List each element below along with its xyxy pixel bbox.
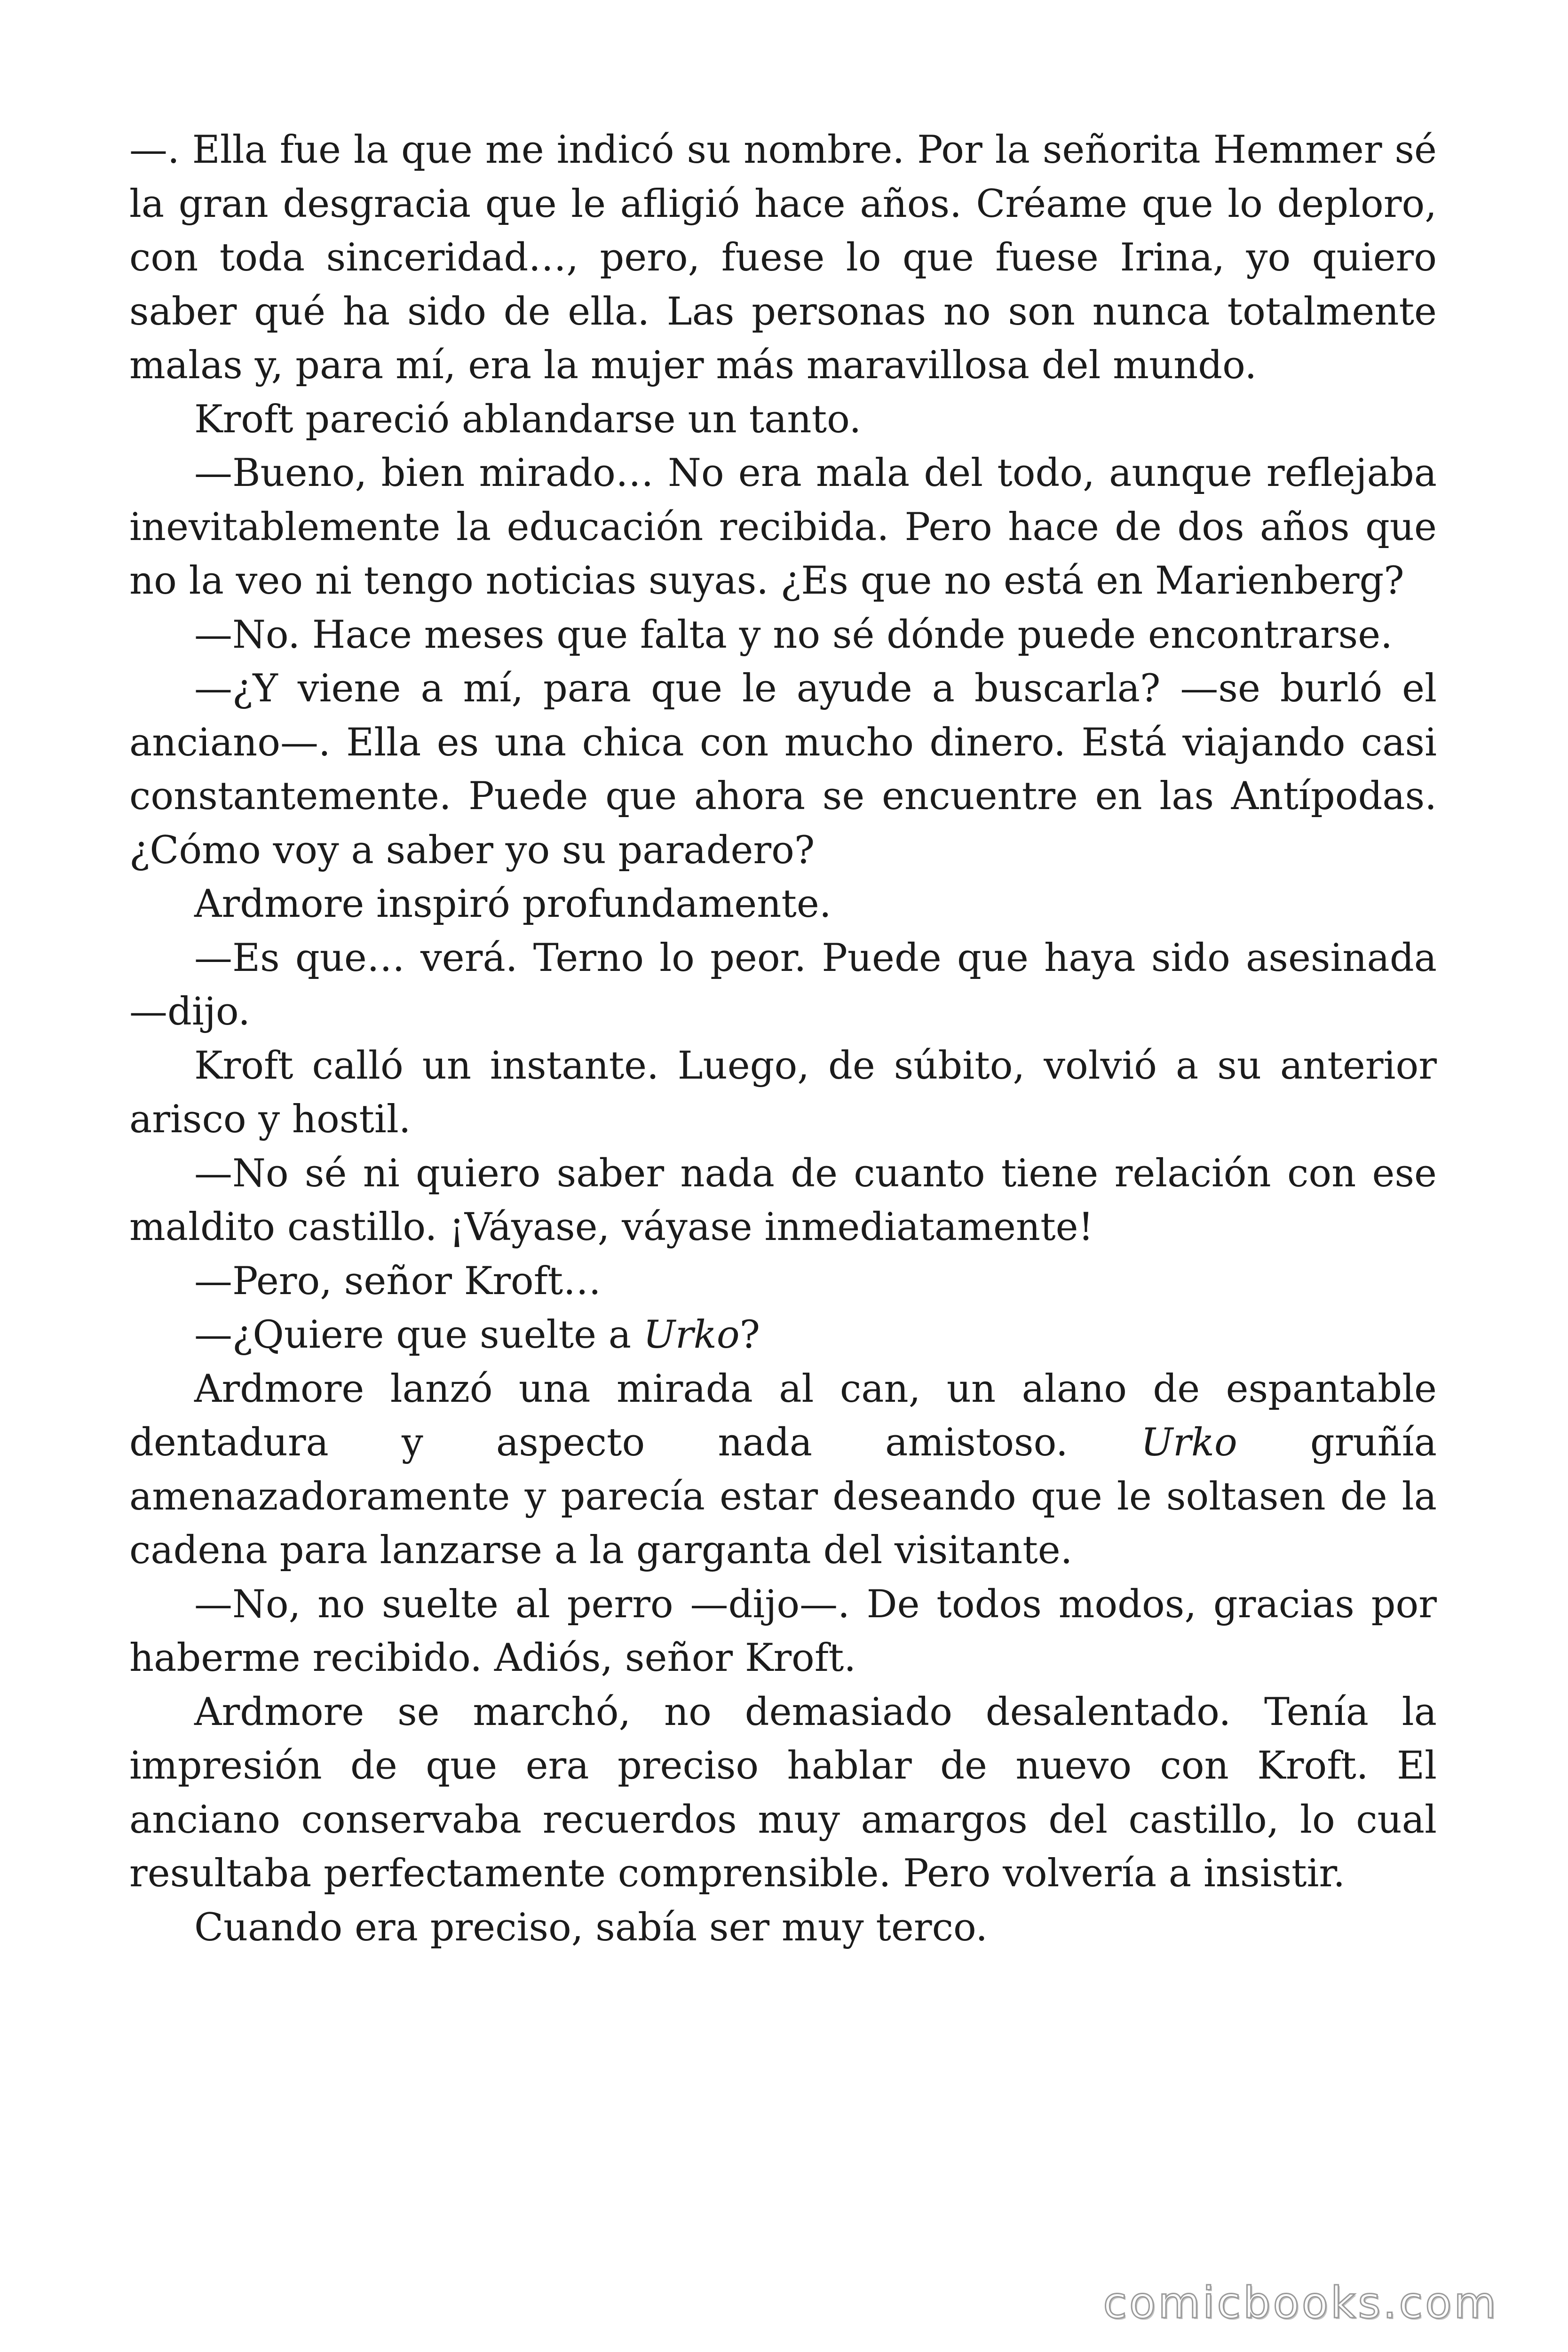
paragraph	[129, 1362, 1437, 1578]
text-run: —. Ella fue la que me indicó su nombre. Por la señorita Hemmer sé la gran desgracia que le afligió hace años. Créame que lo deploro, con toda sinceridad…, pero, fuese lo que fuese Irina, yo quiero saber qué ha sido de ella. Las personas no son nunca totalmente malas y, para mí, era la mujer más maravillosa del mundo.	[129, 128, 1437, 388]
text-run: —¿Quiere que suelte a	[194, 1313, 643, 1357]
paragraph	[129, 608, 1437, 662]
text-run: —No, no suelte al perro —dijo—. De todos modos, gracias por haberme recibido. Adiós, señor Kroft.	[129, 1582, 1437, 1680]
paragraph	[129, 1578, 1437, 1685]
paragraph	[129, 123, 1437, 393]
text-run: —No sé ni quiero saber nada de cuanto tiene relación con ese maldito castillo. ¡Váyase, váyase inmediatamente!	[129, 1151, 1437, 1249]
text-run: Kroft calló un instante. Luego, de súbito, volvió a su anterior arisco y hostil.	[129, 1043, 1437, 1142]
paragraph	[129, 877, 1437, 931]
text-run: —Pero, señor Kroft…	[194, 1259, 602, 1303]
paragraph	[129, 393, 1437, 447]
text-run: ?	[739, 1313, 760, 1357]
paragraph	[129, 1308, 1437, 1362]
text-run: Kroft pareció ablandarse un tanto.	[194, 397, 862, 442]
paragraph	[129, 1255, 1437, 1309]
paragraph	[129, 1901, 1437, 1955]
paragraph	[129, 1039, 1437, 1147]
text-run: gruñía amenazadoramente y parecía estar deseando que le soltasen de la cadena para lanzarse a la garganta del visitante.	[129, 1421, 1437, 1573]
body-text	[129, 123, 1437, 1955]
text-run: Ardmore se marchó, no demasiado desalentado. Tenía la impresión de que era preciso hablar de nuevo con Kroft. El anciano conservaba recuerdos muy amargos del castillo, lo cual resultaba perfectamente comprensible. Pero volvería a insistir.	[129, 1690, 1437, 1896]
text-run: —No. Hace meses que falta y no sé dónde puede encontrarse.	[194, 612, 1393, 657]
paragraph	[129, 931, 1437, 1039]
italic-text: Urko	[1140, 1421, 1237, 1465]
paragraph	[129, 1147, 1437, 1255]
text-run: Cuando era preciso, sabía ser muy terco.	[194, 1905, 988, 1950]
paragraph	[129, 662, 1437, 877]
paragraph	[129, 446, 1437, 608]
italic-text: Urko	[643, 1313, 740, 1357]
text-run: —¿Y viene a mí, para que le ayude a buscarla? —se burló el anciano—. Ella es una chica con mucho dinero. Está viajando casi constantemente. Puede que ahora se encuentre en las Antípodas. ¿Cómo voy a saber yo su paradero?	[129, 667, 1437, 873]
text-run: Ardmore inspiró profundamente.	[194, 882, 832, 926]
watermark: comicbooks.com	[1103, 2278, 1498, 2328]
text-run: —Bueno, bien mirado… No era mala del todo, aunque reflejaba inevitablemente la educación recibida. Pero hace de dos años que no la veo ni tengo noticias suyas. ¿Es que no está en Marienberg?	[129, 451, 1437, 603]
paragraph	[129, 1685, 1437, 1901]
text-run: Ardmore lanzó una mirada al can, un alano de espantable dentadura y aspecto nada amistoso.	[129, 1367, 1437, 1465]
text-run: —Es que… verá. Terno lo peor. Puede que haya sido asesinada —dijo.	[129, 936, 1437, 1034]
